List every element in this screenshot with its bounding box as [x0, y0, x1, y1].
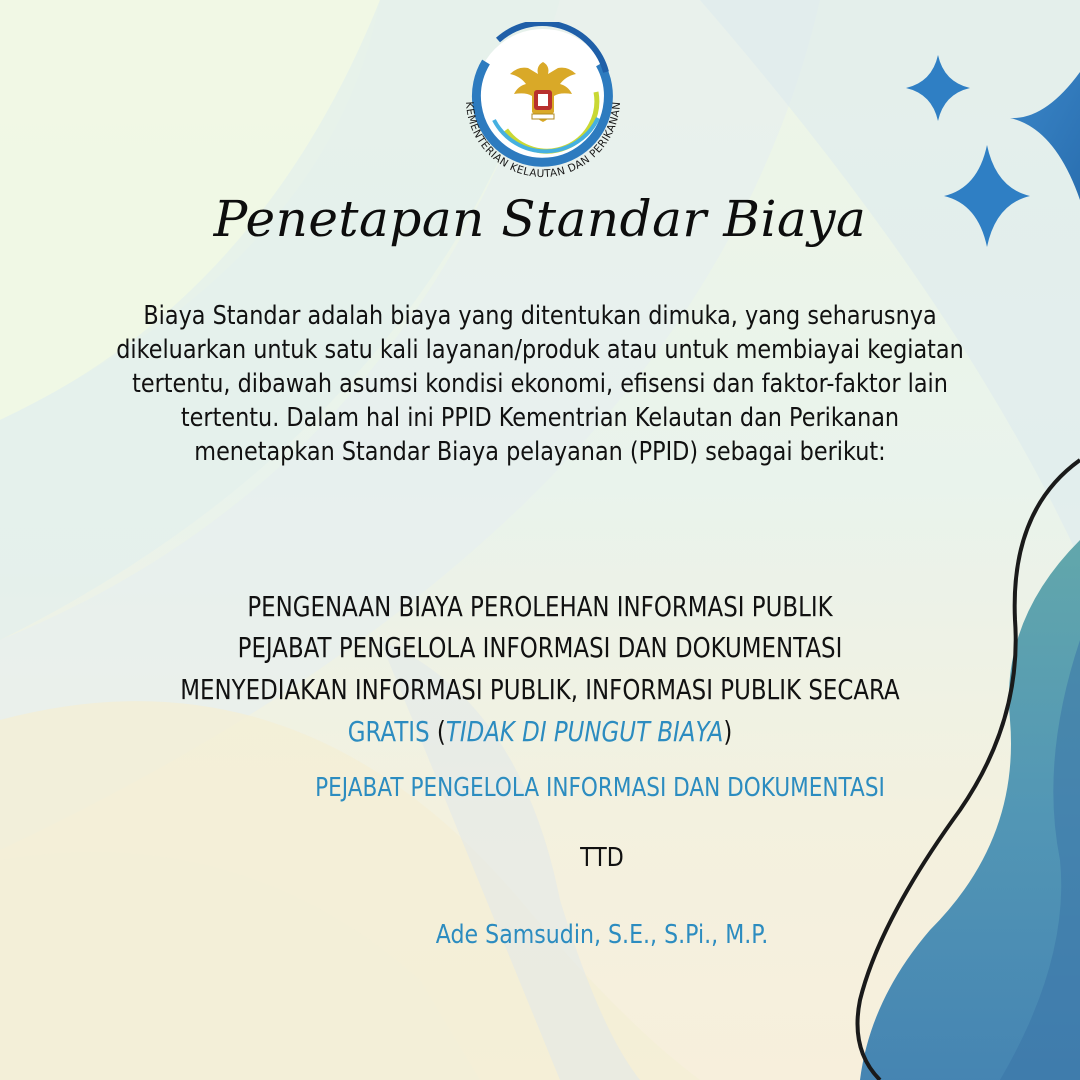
free-note: TIDAK DI PUNGUT BIAYA — [445, 715, 724, 748]
page-title: Penetapan Standar Biaya — [213, 190, 867, 248]
intro-line: Biaya Standar adalah biaya yang ditentukan dimuka, yang seharusnya — [143, 300, 937, 330]
intro-line: tertentu, dibawah asumsi kondisi ekonomi, efisensi dan faktor-faktor lain — [132, 368, 948, 398]
signature-office: PEJABAT PENGELOLA INFORMASI DAN DOKUMENTASI — [315, 773, 885, 803]
paren-open: ( — [429, 715, 446, 748]
signer-name: Ade Samsudin, S.E., S.Pi., M.P. — [435, 920, 769, 950]
svg-text:KEMENTERIAN KELAUTAN DAN PERIK: KEMENTERIAN KELAUTAN DAN PERIKANAN — [462, 101, 624, 181]
statement-line-4 — [92, 712, 988, 752]
intro-paragraph — [100, 298, 980, 468]
ministry-logo — [448, 22, 638, 212]
intro-line: tertentu. Dalam hal ini PPID Kementrian Kelautan dan Perikanan — [180, 402, 900, 432]
intro-line: menetapkan Standar Biaya pelayanan (PPID) sebagai berikut: — [194, 436, 886, 466]
statement-line-2: PEJABAT PENGELOLA INFORMASI DAN DOKUMENTASI — [237, 631, 843, 664]
paren-close: ) — [723, 715, 733, 748]
statement-line-3: MENYEDIAKAN INFORMASI PUBLIK, INFORMASI PUBLIK SECARA — [180, 673, 900, 706]
statement-line-1: PENGENAAN BIAYA PEROLEHAN INFORMASI PUBLIK — [247, 590, 833, 623]
intro-line: dikeluarkan untuk satu kali layanan/produk atau untuk membiayai kegiatan — [116, 334, 964, 364]
signature-ttd: TTD — [580, 843, 624, 873]
free-word: GRATIS — [347, 715, 430, 748]
